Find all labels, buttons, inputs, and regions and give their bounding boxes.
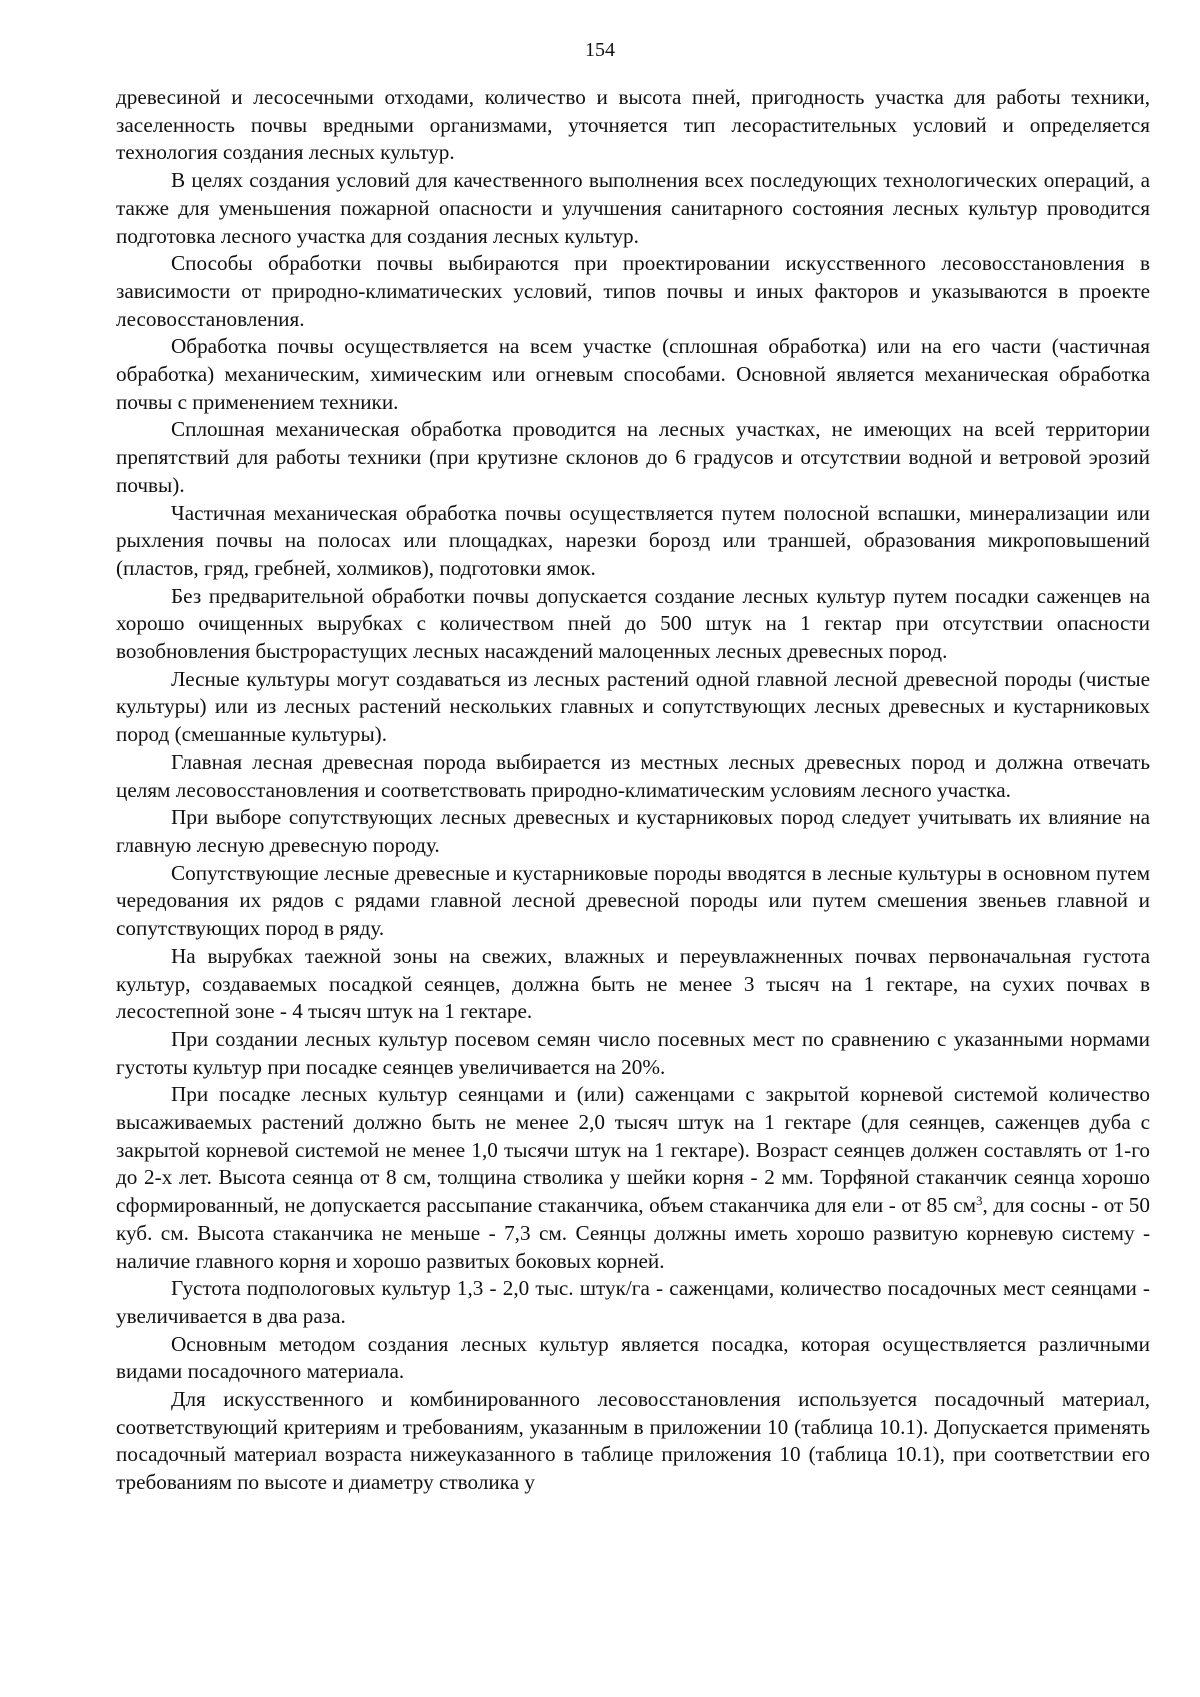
paragraph: Лесные культуры могут создаваться из лесных растений одной главной лесной древесной породы (чистые культуры) или из лесных растений нескольких главных и сопутствующих лесных древесных и кустарниковых пород (смешанные культуры). (116, 666, 1150, 747)
paragraph: На вырубках таежной зоны на свежих, влажных и переувлажненных почвах первоначальная густота культур, создаваемых посадкой сеянцев, должна быть не менее 3 тысяч на 1 гектаре, на сухих почвах в лесостепной зоне - 4 тысяч штук на 1 гектаре. (116, 943, 1150, 1024)
paragraph: Основным методом создания лесных культур является посадка, которая осуществляется различными видами посадочного материала. (116, 1331, 1150, 1384)
paragraph: Сплошная механическая обработка проводится на лесных участках, не имеющих на всей территории препятствий для работы техники (при крутизне склонов до 6 градусов и отсутствии водной и ветровой эрозий почвы). (116, 417, 1150, 497)
paragraph-text: , для сосны - от 50 куб. см. Высота стаканчика не меньше - 7,3 см. Сеянцы должны иметь хорошо развитую корневую систему - наличие главного корня и хорошо развитых боковых корней. (116, 1193, 1150, 1273)
paragraph-text: При посадке лесных культур сеянцами и (или) саженцами с закрытой корневой системой количество высаживаемых растений должно быть не менее 2,0 тысяч штук на 1 гектаре (для сеянцев, саженцев дуба с закрытой корневой системой не менее 1,0 тысячи штук на 1 гектаре). Возраст сеянцев должен составлять от 1-го до 2-х лет. Высота сеянца от 8 см, толщина стволика у шейки корня - 2 мм. Торфяной стаканчик сеянца хорошо сформированный, не допускается рассыпание стаканчика, объем стаканчика для ели - от 85 см (116, 1082, 1150, 1218)
paragraph: Обработка почвы осуществляется на всем участке (сплошная обработка) или на его части (частичная обработка) механическим, химическим или огневым способами. Основной является механическая обработка почвы с применением техники. (116, 334, 1150, 414)
paragraph: Частичная механическая обработка почвы осуществляется путем полосной вспашки, минерализации или рыхления почвы на полосах или площадках, нарезки борозд или траншей, образования микроповышений (пластов, гряд, гребней, холмиков), подготовки ямок. (116, 500, 1150, 580)
paragraph-seedlings (116, 1081, 1150, 1275)
paragraph: Для искусственного и комбинированного лесовосстановления используется посадочный материал, соответствующий критериям и требованиям, указанным в приложении 10 (таблица 10.1). Допускается применять посадочный материал возраста нижеуказанного в таблице приложения 10 (таблица 10.1), при соответствии его требованиям по высоте и диаметру стволика у (116, 1387, 1150, 1495)
paragraph: Без предварительной обработки почвы допускается создание лесных культур путем посадки саженцев на хорошо очищенных вырубках с количеством пней до 500 штук на 1 гектар при отсутствии опасности возобновления быстрорастущих лесных насаждений малоценных лесных древесных пород. (116, 583, 1150, 664)
paragraph: Густота подпологовых культур 1,3 - 2,0 тыс. штук/га - саженцами, количество посадочных мест сеянцами - увеличивается в два раза. (116, 1276, 1150, 1328)
paragraph: В целях создания условий для качественного выполнения всех последующих технологических операций, а также для уменьшения пожарной опасности и улучшения санитарного состояния лесных культур проводится подготовка лесного участка для создания лесных культур. (116, 168, 1150, 248)
document-body (116, 84, 1150, 1497)
paragraph: Главная лесная древесная порода выбирается из местных лесных древесных пород и должна отвечать целям лесовосстановления и соответствовать природно-климатическим условиям лесного участка. (116, 749, 1150, 802)
paragraph: Сопутствующие лесные древесные и кустарниковые породы вводятся в лесные культуры в основном путем чередования их рядов с рядами главной лесной древесной породы или путем смешения звеньев главной и сопутствующих пород в ряду. (116, 860, 1150, 941)
paragraph: При создании лесных культур посевом семян число посевных мест по сравнению с указанными нормами густоты культур при посадке сеянцев увеличивается на 20%. (116, 1026, 1150, 1079)
page-number: 154 (585, 39, 615, 61)
paragraph: Способы обработки почвы выбираются при проектировании искусственного лесовосстановления в зависимости от природно-климатических условий, типов почвы и иных факторов и указываются в проекте лесовосстановления. (116, 251, 1150, 331)
paragraph: При выборе сопутствующих лесных древесных и кустарниковых пород следует учитывать их влияние на главную лесную древесную породу. (116, 805, 1150, 857)
superscript: 3 (976, 1193, 983, 1209)
paragraph-continuation: древесиной и лесосечными отходами, количество и высота пней, пригодность участка для работы техники, заселенность почвы вредными организмами, уточняется тип лесорастительных условий и определяется технология создания лесных культур. (116, 85, 1150, 165)
